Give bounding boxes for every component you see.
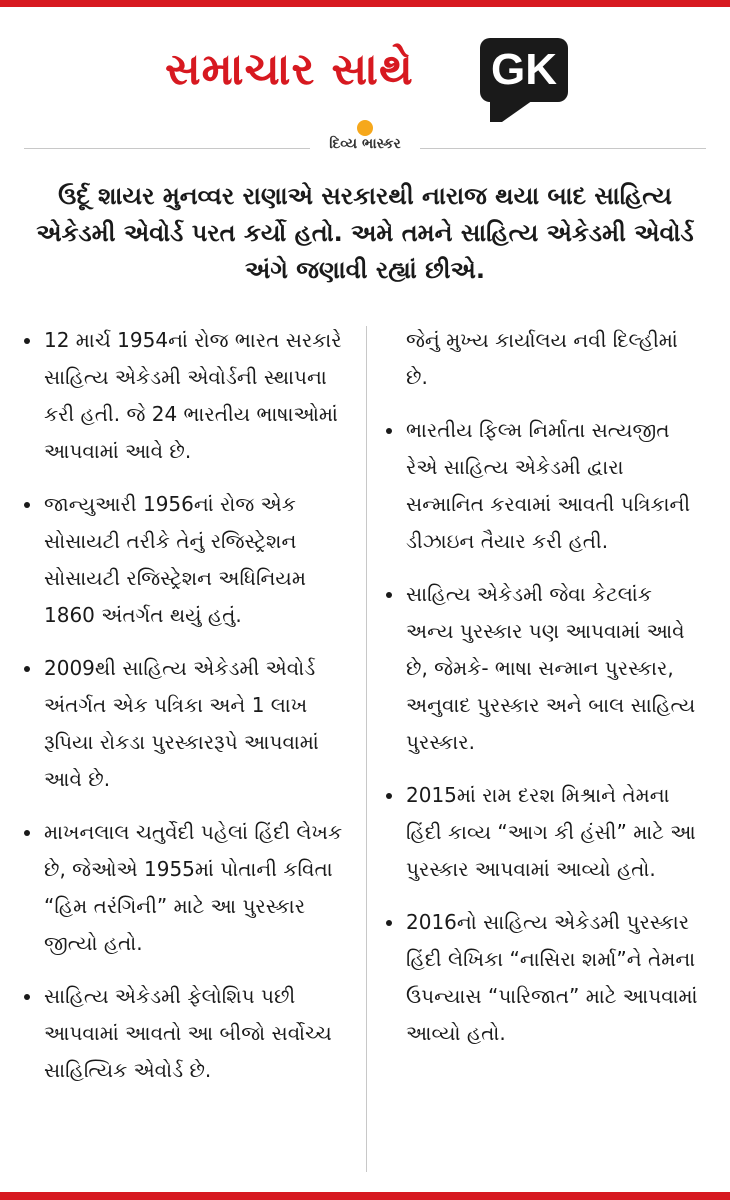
right-column [384, 322, 704, 1068]
column-divider [366, 326, 367, 1172]
speech-bubble-tail-icon [490, 98, 536, 122]
bottom-accent-bar [0, 1192, 730, 1200]
list-item: 2015માં રામ દરશ મિશ્રાને તેમના હિંદી કાવ્ય “આગ કી હંસી” માટે આ પુરસ્કાર આપવામાં આવ્યો હતો. [384, 777, 704, 888]
intro-paragraph: ઉર્દૂ શાયર મુનવ્વર રાણાએ સરકારથી નારાજ થયા બાદ સાહિત્ય એકેડમી એવોર્ડ પરત કર્યો હતો. અમે તમને સાહિત્ય એકેડમી એવોર્ડ અંગે જણાવી રહ્યાં છીએ. [36, 182, 694, 284]
logo-divider-right [420, 148, 706, 149]
gk-badge: GK [480, 38, 568, 102]
page-title: સમાચાર સાથે [165, 44, 414, 95]
list-item: 2009થી સાહિત્ય એકેડમી એવોર્ડ અંતર્ગત એક પત્રિકા અને 1 લાખ રૂપિયા રોકડા પુરસ્કારરૂપે આપવામાં આવે છે. [22, 650, 358, 798]
list-item: સાહિત્ય એકેડમી ફેલોશિપ પછી આપવામાં આવતો આ બીજો સર્વોચ્ચ સાહિત્યિક એવોર્ડ છે. [22, 978, 358, 1089]
brand-logo-row [0, 120, 730, 160]
list-item-continuation: જેનું મુખ્ય કાર્યાલય નવી દિલ્હીમાં છે. [406, 328, 678, 389]
list-item: ભારતીય ફિલ્મ નિર્માતા સત્યજીત રેએ સાહિત્ય એકેડમી દ્વારા સન્માનિત કરવામાં આવતી પત્રિકાની ડીઝાઇન તૈયાર કરી હતી. [384, 412, 704, 560]
brand-logo: દિવ્ય ભાસ્કર [329, 136, 401, 152]
top-accent-bar [0, 0, 730, 7]
left-column [22, 322, 358, 1105]
list-item: 2016નો સાહિત્ય એકેડમી પુરસ્કાર હિંદી લેખિકા “નાસિરા શર્મા”ને તેમના ઉપન્યાસ “પારિજાત” માટે આપવામાં આવ્યો હતો. [384, 904, 704, 1052]
list-item: જાન્યુઆરી 1956નાં રોજ એક સોસાયટી તરીકે તેનું રજિસ્ટ્રેશન સોસાયટી રજિસ્ટ્રેશન અધિનિયમ 1860 અંતર્ગત થયું હતું. [22, 486, 358, 634]
logo-divider-left [24, 148, 310, 149]
sun-dot-icon [357, 120, 373, 136]
list-item: માખનલાલ ચતુર્વેદી પહેલાં હિંદી લેખક છે, જેઓએ 1955માં પોતાની કવિતા “હિમ તરંગિની” માટે આ પુરસ્કાર જીત્યો હતો. [22, 814, 358, 962]
header [0, 34, 730, 124]
list-item: 12 માર્ચ 1954નાં રોજ ભારત સરકારે સાહિત્ય એકેડમી એવોર્ડની સ્થાપના કરી હતી. જે 24 ભારતીય ભાષાઓમાં આપવામાં આવે છે. [22, 322, 358, 470]
list-item: સાહિત્ય એકેડમી જેવા કેટલાંક અન્ય પુરસ્કાર પણ આપવામાં આવે છે, જેમકે- ભાષા સન્માન પુરસ્કાર, અનુવાદ પુરસ્કાર અને બાલ સાહિત્ય પુરસ્કાર. [384, 576, 704, 761]
